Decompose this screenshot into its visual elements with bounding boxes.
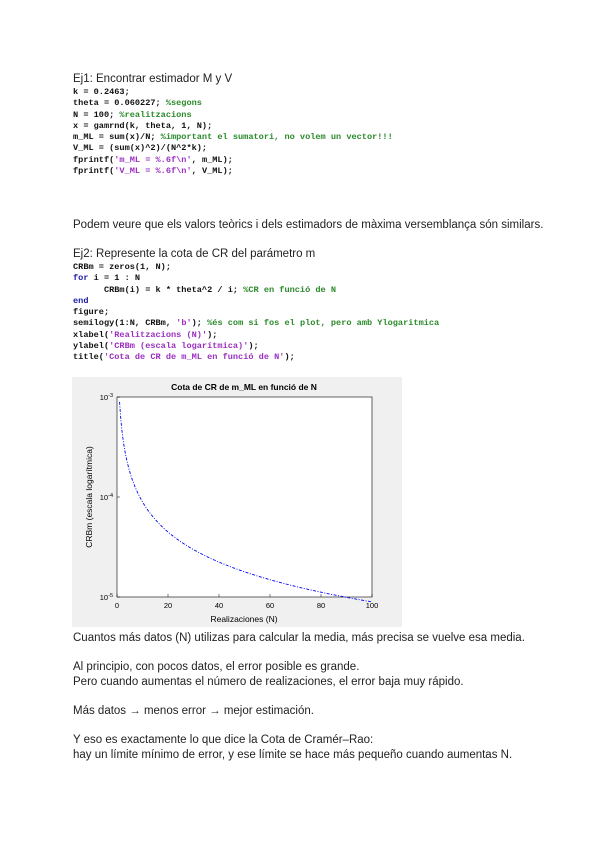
ej2-code-line — [73, 296, 439, 307]
x-tick-label: 60 — [265, 601, 275, 610]
y-axis-label: CRBm (escala logarítmica) — [84, 446, 94, 548]
ej2-code-line — [73, 273, 439, 284]
code-text: , V_ML); — [191, 166, 233, 177]
ej2-code-line — [73, 330, 439, 341]
paragraph-summary: Más datos → menos error → mejor estimación. — [73, 705, 314, 717]
ej1-code-line — [73, 121, 393, 132]
code-text: theta = 0.060227; — [73, 98, 166, 109]
paragraph-similar: Podem veure que els valors teòrics i dels estimadors de màxima versemblança són similars. — [73, 219, 544, 231]
ej1-heading: Ej1: Encontrar estimador M y V — [73, 73, 233, 85]
code-text: N = 100; — [73, 109, 120, 120]
ej2-code-line — [73, 341, 439, 352]
chart-title: Cota de CR de m_ML en funció de N — [171, 382, 317, 392]
ej2-code-block — [73, 262, 439, 364]
code-text: m_ML = sum(x)/N; — [73, 132, 161, 143]
paragraph-increase: Pero cuando aumentas el número de realizaciones, el error baja muy rápido. — [73, 676, 464, 688]
code-comment: %és com si fos el plot, pero amb Ylogaritmica — [207, 318, 440, 329]
code-text: ); — [207, 329, 218, 340]
code-text: , m_ML); — [191, 154, 233, 165]
code-string: 'b' — [176, 318, 192, 329]
ej1-code-line — [73, 98, 393, 109]
code-comment: %segons — [165, 98, 202, 109]
ej2-code-line — [73, 318, 439, 329]
ej1-code-block — [73, 87, 393, 177]
code-text: CRBm(i) = k * theta^2 / i; — [73, 284, 244, 295]
code-string: 'm_ML = %.6f\n' — [114, 154, 192, 165]
y-tick-label: $10^{-5}$ — [99, 593, 113, 602]
ej1-code-line — [73, 143, 393, 154]
ej1-code-line — [73, 110, 393, 121]
code-text: ); — [191, 318, 208, 329]
code-text: ); — [248, 341, 259, 352]
code-keyword: for — [73, 273, 89, 284]
code-text: figure; — [73, 307, 110, 318]
paragraph-beginning: Al principio, con pocos datos, el error posible es grande. — [73, 661, 360, 673]
code-text: V_ML = (sum(x)^2)/(N^2*k); — [73, 143, 208, 154]
ej2-heading: Ej2: Represente la cota de CR del parámetro m — [73, 248, 316, 260]
crb-figure — [72, 377, 402, 627]
code-text: title( — [73, 352, 104, 363]
code-text: CRBm = zeros(1, N); — [73, 262, 171, 272]
code-comment: %CR en funció de N — [243, 284, 337, 295]
code-text: fprintf( — [73, 166, 115, 177]
ej1-code-line — [73, 166, 393, 177]
ej2-code-line — [73, 262, 439, 273]
code-text: k = 0.2463; — [73, 87, 130, 97]
x-tick-label: 100 — [365, 601, 379, 610]
x-tick-label: 40 — [214, 601, 224, 610]
y-tick-label: $10^{-4}$ — [99, 493, 113, 502]
ej1-code-line — [73, 87, 393, 98]
paragraph-limit: hay un límite mínimo de error, y ese límite se hace más pequeño cuando aumentas N. — [73, 749, 513, 761]
x-axis-label: Realizaciones (N) — [210, 614, 278, 624]
code-text: x = gamrnd(k, theta, 1, N); — [73, 120, 213, 131]
code-keyword: end — [73, 295, 89, 306]
code-string: 'Realitzacions (N)' — [109, 329, 208, 340]
code-text: ); — [284, 352, 295, 363]
x-tick-label: 20 — [163, 601, 173, 610]
plot-area — [117, 397, 372, 597]
crb-chart — [72, 377, 402, 627]
code-string: 'CRBm (escala logarítmica)' — [109, 341, 249, 352]
y-tick-label: $10^{-3}$ — [99, 393, 113, 402]
code-comment: %important el sumatori, no volem un vector!!! — [160, 132, 393, 143]
x-tick-label: 0 — [114, 601, 120, 610]
ej2-code-line — [73, 285, 439, 296]
paragraph-cramer-rao: Y eso es exactamente lo que dice la Cota de Cramér–Rao: — [73, 734, 374, 746]
code-text: xlabel( — [73, 329, 110, 340]
x-tick-label: 80 — [316, 601, 326, 610]
code-text: semilogy(1:N, CRBm, — [73, 318, 177, 329]
ej2-code-line — [73, 307, 439, 318]
code-text: ylabel( — [73, 341, 110, 352]
ej1-code-line — [73, 155, 393, 166]
paragraph-more-data: Cuantos más datos (N) utilizas para calcular la media, más precisa se vuelve esa media. — [73, 632, 525, 644]
ej1-code-line — [73, 132, 393, 143]
code-string: 'Cota de CR de m_ML en funció de N' — [103, 352, 285, 363]
code-string: 'V_ML = %.6f\n' — [114, 166, 192, 177]
code-comment: %realitzacions — [119, 109, 192, 120]
ej2-code-line — [73, 352, 439, 363]
code-text: i = 1 : N — [88, 273, 141, 284]
code-text: fprintf( — [73, 154, 115, 165]
